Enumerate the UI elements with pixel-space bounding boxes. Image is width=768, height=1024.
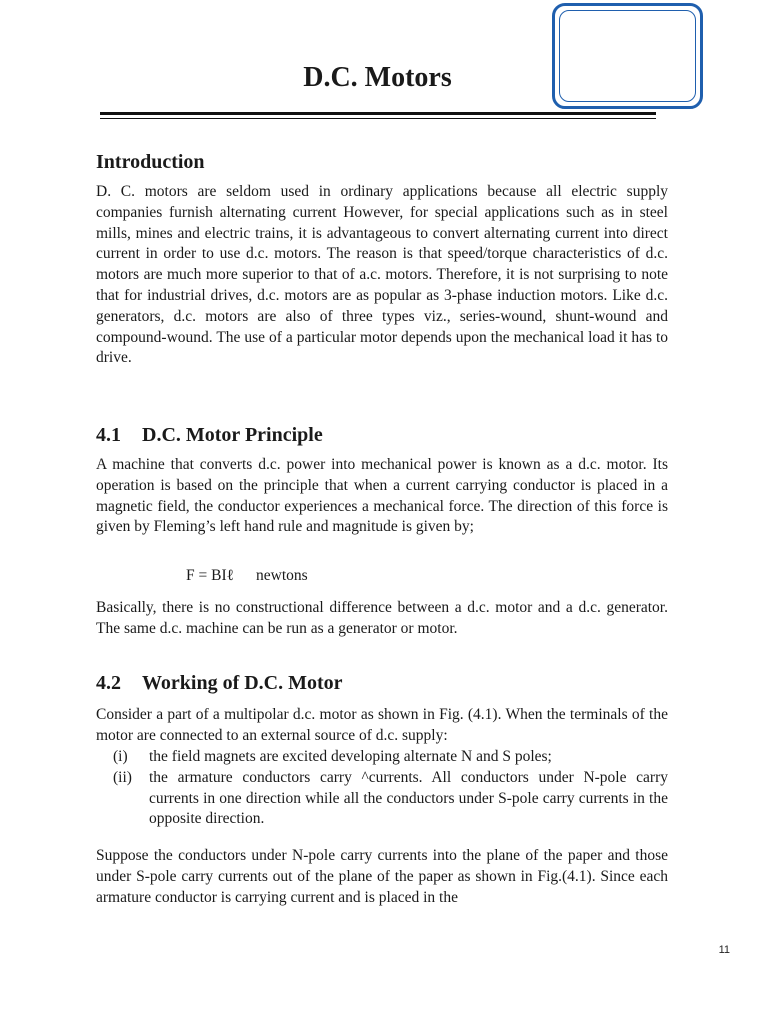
page-title: D.C. Motors — [303, 62, 452, 93]
section-number: 4.2 — [96, 672, 121, 694]
working-conditions-list — [113, 747, 668, 830]
list-item-text: the field magnets are excited developing alternate N and S poles; — [149, 748, 552, 765]
section-heading-text: Working of D.C. Motor — [142, 672, 343, 694]
list-item — [113, 747, 668, 768]
section-heading-4-1 — [96, 423, 323, 447]
force-equation-unit: newtons — [256, 567, 308, 584]
conductor-currents-paragraph: Suppose the conductors under N-pole carry currents into the plane of the paper and those under S-pole carry currents out of the plane of the paper as shown in Fig.(4.1). Since each armature conductor is carrying current and is placed in the — [96, 847, 668, 906]
title-rule-thick — [100, 112, 656, 115]
section-heading-introduction — [96, 150, 205, 174]
list-marker: (ii) — [113, 768, 132, 786]
motor-principle-paragraph: A machine that converts d.c. power into mechanical power is known as a d.c. motor. Its operation is based on the principle that when a current carrying conductor is placed in a magnetic field, the conductor experiences a mechanical force. The direction of this force is given by Fleming’s left hand rule and magnitude is given by; — [96, 456, 668, 536]
section-number: 4.1 — [96, 424, 121, 446]
title-rule-thin — [100, 118, 656, 119]
force-equation-expression: F = BIℓ — [186, 567, 235, 584]
list-marker: (i) — [113, 748, 128, 765]
section-heading-4-2 — [96, 671, 343, 695]
page-number: 11 — [718, 944, 730, 956]
construction-paragraph: Basically, there is no constructional difference between a d.c. motor and a d.c. generator. The same d.c. machine can be run as a generator or motor. — [96, 599, 668, 637]
force-equation — [186, 566, 308, 586]
list-item-text: the armature conductors carry ^currents. All conductors under N-pole carry currents in one direction while all the conductors under S-pole carry currents in the opposite direction. — [149, 768, 668, 828]
section-heading-text: D.C. Motor Principle — [142, 424, 323, 446]
section-heading-text: Introduction — [96, 151, 205, 173]
list-item — [113, 768, 668, 830]
working-intro-paragraph: Consider a part of a multipolar d.c. motor as shown in Fig. (4.1). When the terminals of the motor are connected to an external source of d.c. supply: — [96, 706, 668, 744]
introduction-paragraph: D. C. motors are seldom used in ordinary applications because all electric supply companies furnish alternating current However, for special applications such as in steel mills, mines and electric trains, it is advantageous to convert alternating current into direct current in order to use d.c. motors. The reason is that speed/torque characteristics of d.c. motors are much more superior to that of a.c. motors. Therefore, it is not surprising to note that for industrial drives, d.c. motors are as popular as 3-phase induction motors. Like d.c. generators, d.c. motors are also of three types viz., series-wound, shunt-wound and compound-wound. The use of a particular motor depends upon the mechanical load it has to drive. — [96, 183, 668, 367]
